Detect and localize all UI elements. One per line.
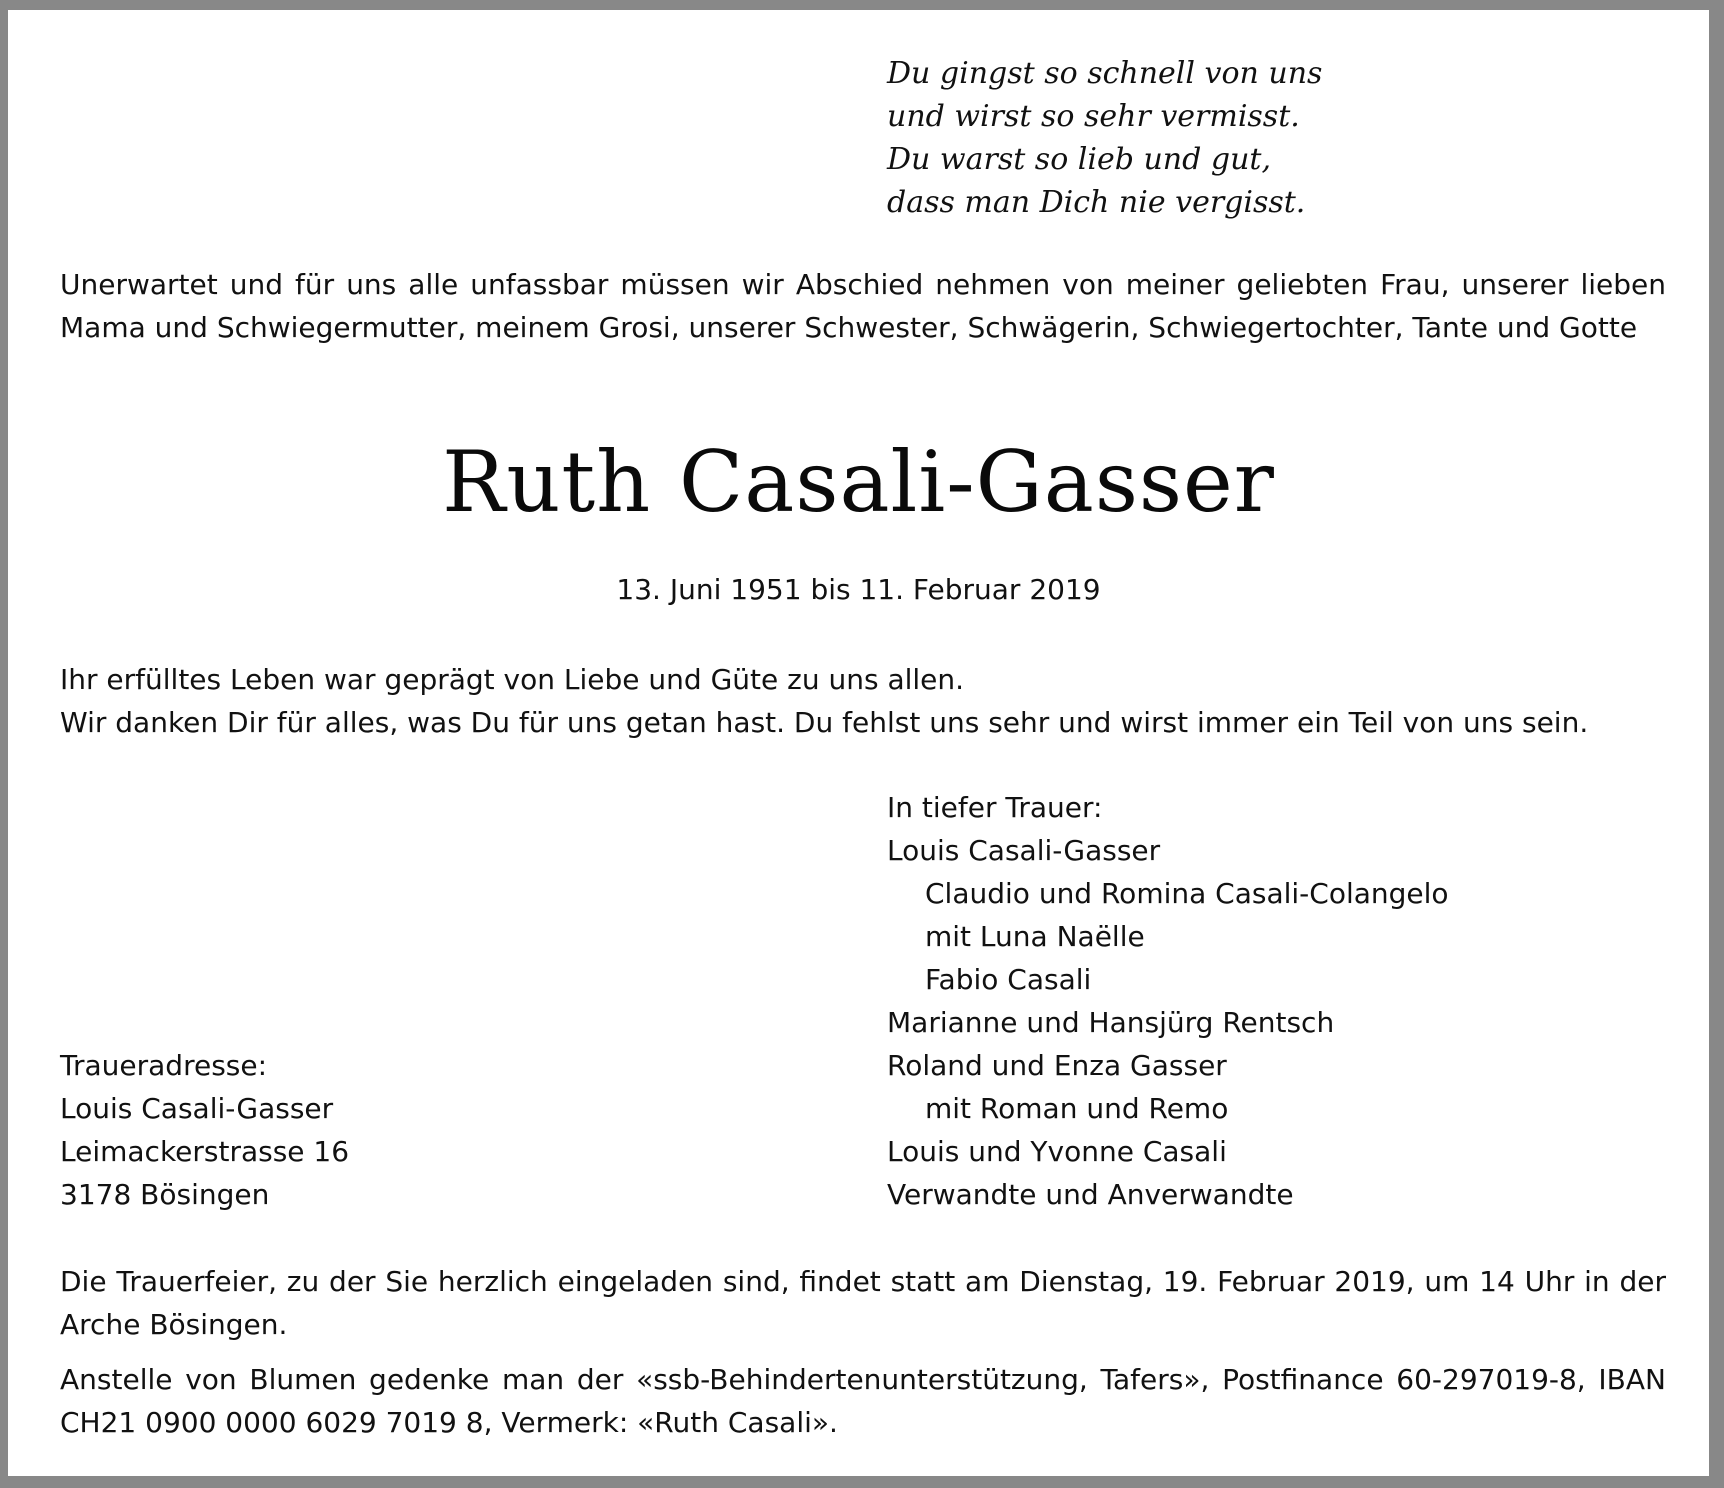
- funeral-service-notice: Die Trauerfeier, zu der Sie herzlich eingeladen sind, findet statt am Dienstag, 19. Februar 2019, um 14 Uhr in der Arche Bösingen.: [60, 1265, 1666, 1341]
- address-line: Louis Casali-Gasser: [60, 1092, 334, 1125]
- mourners-list: [887, 786, 1449, 1216]
- mourning-address: [60, 1044, 349, 1216]
- tribute-text: [60, 658, 1700, 744]
- address-line: 3178 Bösingen: [60, 1178, 270, 1211]
- mourner: Claudio und Romina Casali-Colangelo: [925, 877, 1449, 910]
- mourner: Roland und Enza Gasser: [887, 1049, 1227, 1082]
- mourner: Fabio Casali: [925, 963, 1092, 996]
- mourner: Verwandte und Anverwandte: [887, 1178, 1294, 1211]
- mourners-heading: In tiefer Trauer:: [887, 791, 1103, 824]
- mourner: Louis und Yvonne Casali: [887, 1135, 1227, 1168]
- donation-notice: Anstelle von Blumen gedenke man der «ssb-Behindertenunterstützung, Tafers», Postfinance 60-297019-8, IBAN CH21 0900 0000 6029 7019 8, Vermerk: «Ruth Casali».: [60, 1363, 1666, 1439]
- mourner: mit Roman und Remo: [925, 1092, 1229, 1125]
- tribute-line: Wir danken Dir für alles, was Du für uns getan hast. Du fehlst uns sehr und wirst immer ein Teil von uns sein.: [60, 706, 1589, 739]
- tribute-line: Ihr erfülltes Leben war geprägt von Liebe und Güte zu uns allen.: [60, 663, 965, 696]
- poem-line: dass man Dich nie vergisst.: [887, 185, 1306, 220]
- address-heading: Traueradresse:: [60, 1049, 268, 1082]
- poem-line: Du warst so lieb und gut,: [887, 142, 1271, 177]
- mourner: Marianne und Hansjürg Rentsch: [887, 1006, 1335, 1039]
- deceased-name: Ruth Casali-Gasser: [442, 433, 1275, 531]
- obituary-page: [8, 10, 1709, 1476]
- announcement-intro: Unerwartet und für uns alle unfassbar müssen wir Abschied nehmen von meiner geliebten Frau, unserer lieben Mama und Schwiegermutter, meinem Grosi, unserer Schwester, Schwägerin, Schwiegertochter, Tante und Gotte: [60, 268, 1666, 344]
- life-dates: 13. Juni 1951 bis 11. Februar 2019: [616, 573, 1101, 606]
- poem-line: und wirst so sehr vermisst.: [887, 99, 1300, 134]
- poem-line: Du gingst so schnell von uns: [887, 56, 1323, 91]
- address-line: Leimackerstrasse 16: [60, 1135, 350, 1168]
- mourner: mit Luna Naëlle: [925, 920, 1145, 953]
- memorial-poem: [887, 52, 1322, 224]
- mourner: Louis Casali-Gasser: [887, 834, 1161, 867]
